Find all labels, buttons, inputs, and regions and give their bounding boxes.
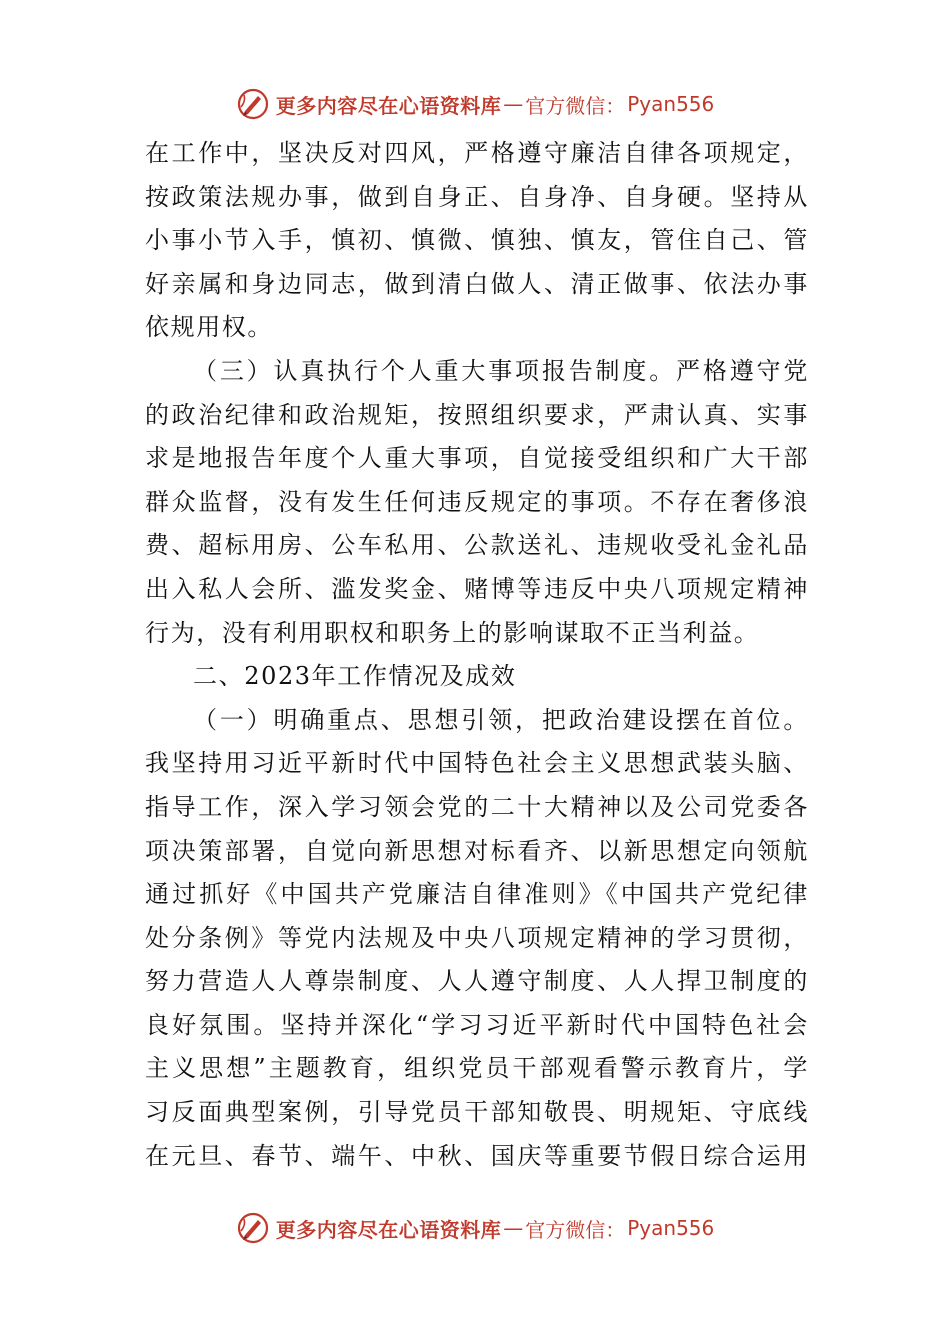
footer-watermark — [0, 1208, 950, 1248]
body-line: 行为，没有利用职权和职务上的影响谋取不正当利益。 — [145, 618, 760, 647]
watermark-wechat-id: Pyan556 — [627, 92, 715, 116]
watermark-brand: 更多内容尽在心语资料库 — [275, 1217, 502, 1242]
body-line: 小事小节入手，慎初、慎微、慎独、慎友，管住自己、管 — [145, 226, 809, 255]
body-line: 群众监督，没有发生任何违反规定的事项。不存在奢侈浪 — [145, 487, 809, 516]
header-watermark — [0, 84, 950, 124]
body-line: 努力营造人人尊崇制度、人人遵守制度、人人捍卫制度的 — [145, 967, 809, 996]
section-heading-3: （三）认真执行个人重大事项报告制度。严格遵守党 — [193, 356, 809, 385]
body-line: 在工作中，坚决反对四风，严格遵守廉洁自律各项规定， — [145, 139, 809, 167]
document-body — [145, 132, 809, 1178]
body-line: 处分条例》等党内法规及中央八项规定精神的学习贯彻， — [145, 923, 809, 952]
body-line: 依规用权。 — [145, 313, 273, 342]
body-line: 良好氛围。坚持并深化“学习习近平新时代中国特色社会 — [145, 1010, 809, 1039]
watermark-separator: — — [503, 1216, 524, 1240]
body-line: 我坚持用习近平新时代中国特色社会主义思想武装头脑、 — [145, 749, 809, 778]
section-heading-1: （一）明确重点、思想引领，把政治建设摆在首位。 — [193, 705, 809, 734]
body-line: 在元旦、春节、端午、中秋、国庆等重要节假日综合运用 — [145, 1141, 809, 1170]
watermark-official-label: 官方微信： — [525, 1217, 626, 1242]
pen-logo-icon — [236, 87, 270, 121]
chapter-heading-2: 二、2023年工作情况及成效 — [193, 662, 517, 691]
body-line: 求是地报告年度个人重大事项，自觉接受组织和广大干部 — [145, 444, 809, 473]
body-line: 的政治纪律和政治规矩，按照组织要求，严肃认真、实事 — [145, 400, 809, 429]
watermark-wechat-id: Pyan556 — [627, 1216, 715, 1240]
body-line: 出入私人会所、滥发奖金、赌博等违反中央八项规定精神 — [145, 574, 809, 603]
body-line: 习反面典型案例，引导党员干部知敬畏、明规矩、守底线 — [145, 1098, 809, 1127]
watermark-brand: 更多内容尽在心语资料库 — [275, 93, 502, 118]
body-line: 好亲属和身边同志，做到清白做人、清正做事、依法办事 — [145, 269, 809, 298]
body-line: 指导工作，深入学习领会党的二十大精神以及公司党委各 — [145, 792, 809, 821]
body-line: 费、超标用房、公车私用、公款送礼、违规收受礼金礼品 — [145, 531, 809, 560]
watermark-official-label: 官方微信： — [525, 93, 626, 118]
body-line: 主义思想”主题教育，组织党员干部观看警示教育片，学 — [145, 1054, 809, 1083]
pen-logo-icon — [236, 1211, 270, 1245]
body-line: 项决策部署，自觉向新思想对标看齐、以新思想定向领航 — [145, 836, 809, 865]
body-line: 通过抓好《中国共产党廉洁自律准则》《中国共产党纪律 — [145, 880, 809, 909]
body-line: 按政策法规办事，做到自身正、自身净、自身硬。坚持从 — [145, 182, 809, 211]
watermark-separator: — — [503, 92, 524, 116]
